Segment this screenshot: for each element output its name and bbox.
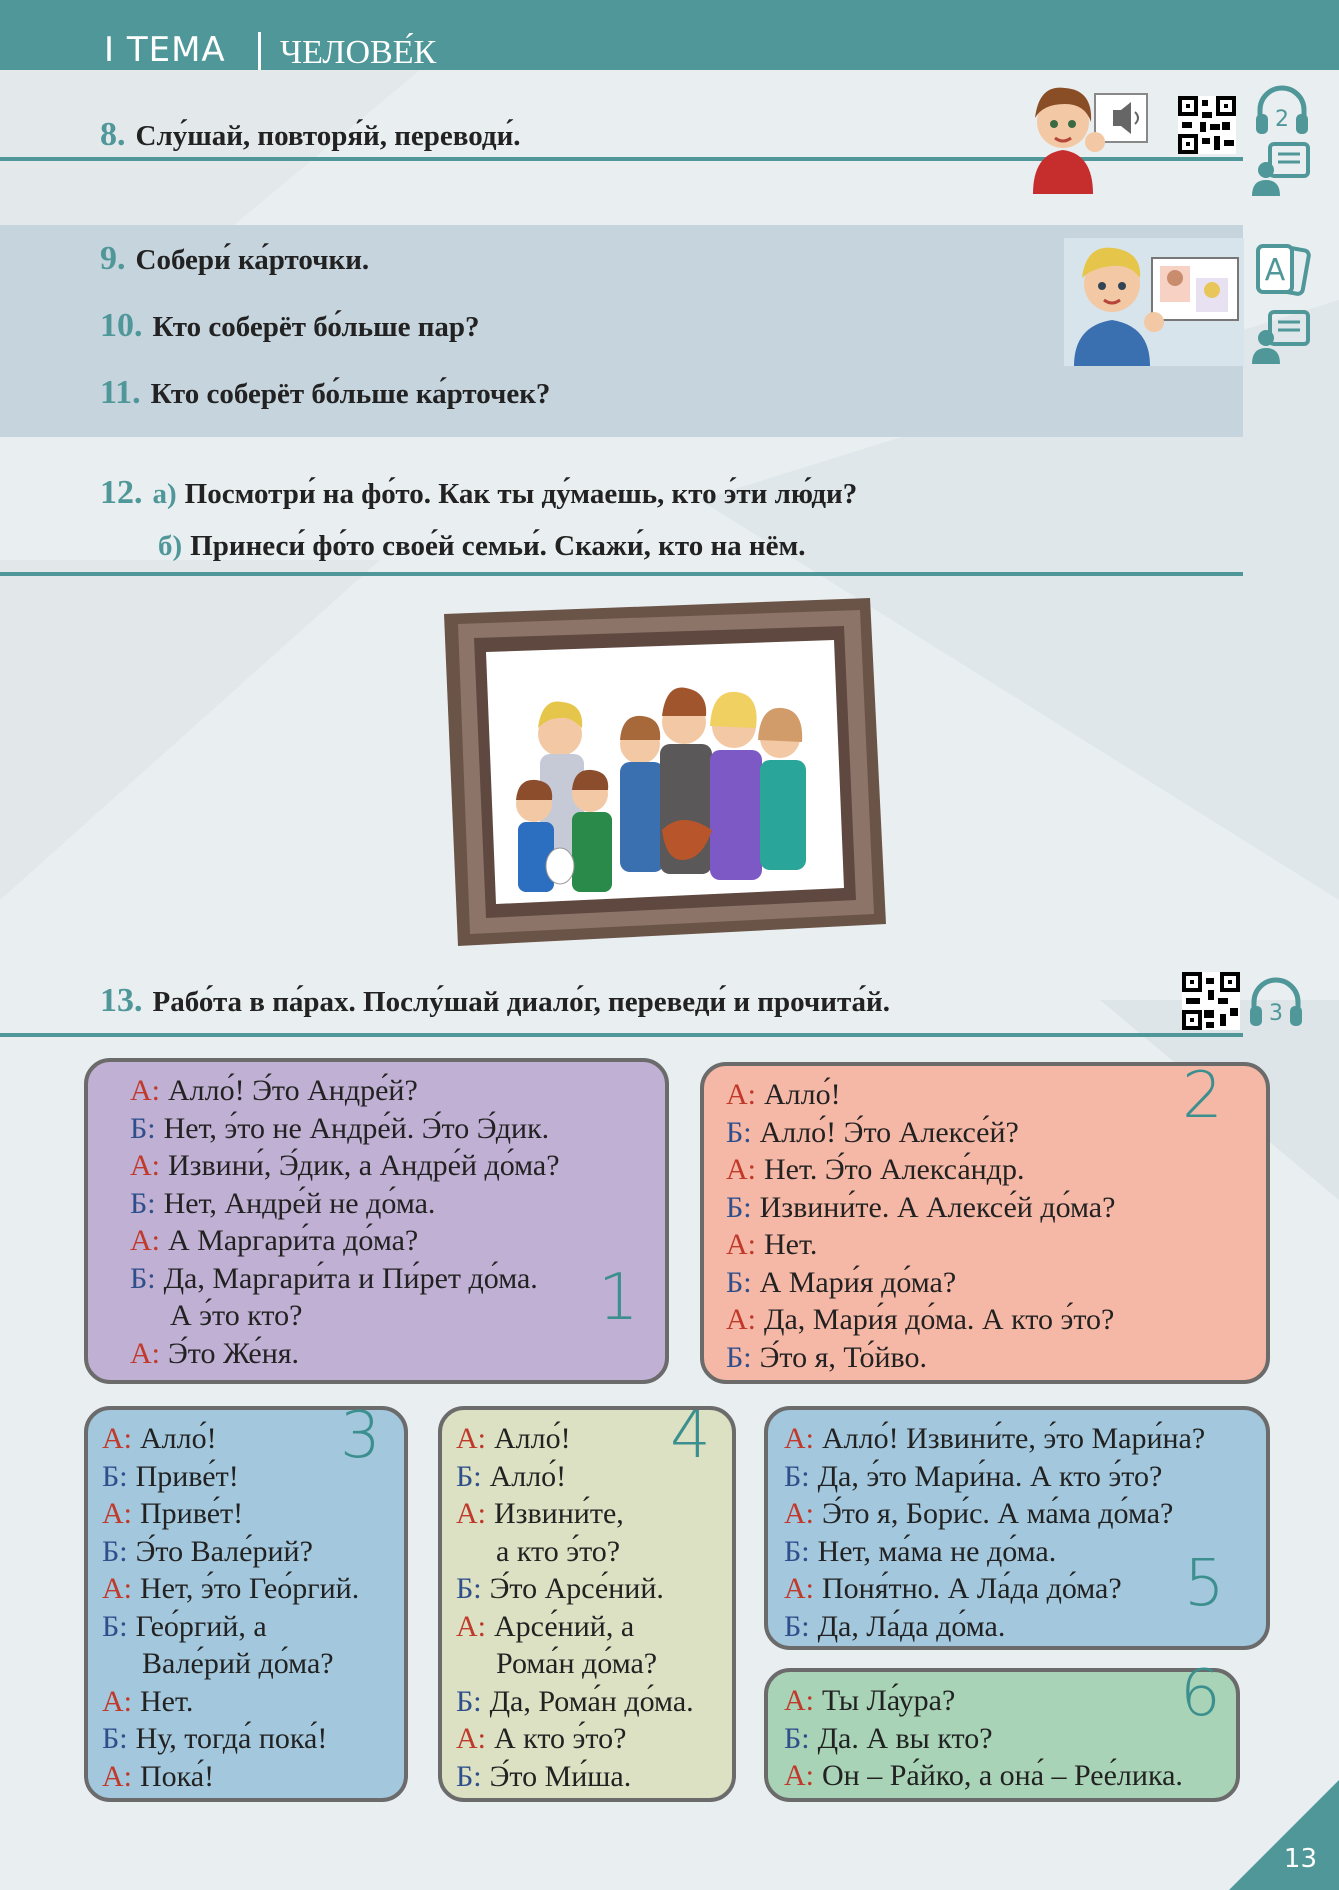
dialog-text: Э́то Же́ня. — [168, 1336, 300, 1370]
dialog-text: Алло́! — [764, 1078, 841, 1111]
speaker-label: А: — [102, 1422, 132, 1455]
dialog-line — [726, 1151, 1266, 1189]
speaker-label: А: — [102, 1572, 132, 1605]
dialog-text: Приве́т! — [140, 1497, 244, 1530]
dialog-line — [130, 1072, 665, 1110]
dialog-text: Поня́тно. А Ла́да до́ма? — [822, 1572, 1122, 1605]
dialog-line — [130, 1110, 665, 1148]
svg-text:A: A — [1264, 253, 1286, 288]
speaker-label: А: — [102, 1759, 132, 1793]
task-text: Кто соберёт бо́льше ка́рточек? — [150, 378, 551, 410]
dialog-line — [726, 1189, 1266, 1227]
speaker-label: А: — [784, 1422, 814, 1455]
dialog-line — [784, 1495, 1266, 1533]
dialog-line — [456, 1533, 732, 1571]
dialog-line — [130, 1147, 665, 1185]
speaker-label: А: — [456, 1609, 486, 1643]
dialog-line — [130, 1222, 665, 1260]
task-13 — [100, 982, 890, 1020]
dialog-card-2 — [700, 1059, 1270, 1384]
speaker-label: Б: — [456, 1572, 482, 1605]
dialog-line — [130, 1335, 665, 1373]
dialog-card-3 — [84, 1399, 408, 1802]
dialog-line — [456, 1570, 732, 1608]
task-text: Кто соберёт бо́льше пар? — [152, 311, 480, 343]
speaker-label: А: — [726, 1078, 756, 1111]
speaker-label: Б: — [130, 1111, 156, 1145]
dialog-line — [456, 1683, 732, 1721]
speaker-label: А: — [456, 1722, 486, 1755]
dialog-line — [726, 1264, 1266, 1302]
dialog-line — [102, 1533, 404, 1571]
speaker-label: Б: — [456, 1459, 482, 1493]
dialog-line — [784, 1420, 1266, 1458]
speaker-label: Б: — [102, 1722, 128, 1755]
divider-line — [0, 572, 1243, 576]
subtask-label: б) — [158, 530, 183, 562]
dialog-text: Да, Рома́н до́ма. — [489, 1684, 694, 1718]
dialog-line — [784, 1458, 1266, 1496]
dialog-number: 3 — [340, 1399, 381, 1473]
dialog-text: Алло́! Э́то Алексе́й? — [759, 1115, 1019, 1149]
task-11 — [100, 374, 550, 412]
dialog-text: Гео́ргий, а — [135, 1609, 267, 1643]
dialog-text: Э́то я, Бори́с. А ма́ма до́ма? — [822, 1497, 1174, 1530]
dialog-text: Нет, Андре́й не до́ма. — [163, 1186, 436, 1220]
dialog-text: а кто э́то? — [496, 1534, 621, 1568]
dialog-line — [102, 1758, 404, 1796]
task-text: Рабо́та в па́рах. Послу́шай диало́г, переведи́ и прочита́й. — [152, 986, 891, 1018]
dialog-line — [784, 1720, 1236, 1758]
dialog-line — [456, 1720, 732, 1758]
speaker-label: Б: — [102, 1534, 128, 1568]
speaker-label: Б: — [102, 1609, 128, 1643]
task-12a — [100, 474, 857, 512]
cards-icon — [1254, 242, 1312, 300]
speaker-label: А: — [784, 1684, 814, 1717]
group-work-icon — [1252, 308, 1312, 366]
girl-listening-illustration — [1025, 82, 1155, 194]
task-8 — [100, 116, 521, 154]
dialog-text: Приве́т! — [135, 1459, 239, 1493]
dialog-line — [102, 1683, 404, 1721]
speaker-label: Б: — [726, 1340, 752, 1374]
dialog-text: Нет, ма́ма не до́ма. — [817, 1534, 1057, 1568]
dialog-line — [726, 1301, 1266, 1339]
dialog-text: Нет, э́то Гео́ргий. — [140, 1572, 360, 1605]
qr-code-icon[interactable] — [1182, 972, 1240, 1030]
task-number: 8. — [100, 116, 126, 153]
header-divider — [258, 32, 261, 70]
dialog-text: Э́то Вале́рий? — [135, 1534, 313, 1568]
dialog-text: Арсе́ний, а — [494, 1609, 635, 1643]
speaker-label: А: — [784, 1572, 814, 1605]
dialog-card-6 — [764, 1657, 1240, 1802]
task-number: 13. — [100, 982, 143, 1019]
dialog-text: Извини́те, — [494, 1497, 624, 1530]
speaker-label: Б: — [784, 1459, 810, 1493]
speaker-label: Б: — [456, 1759, 482, 1793]
task-text: Слу́шай, повторя́й, переводи́. — [135, 120, 521, 152]
dialog-text: Ну, тогда́ пока́! — [135, 1722, 328, 1755]
header-bar — [0, 0, 1339, 70]
dialog-text: Э́то я, То́йво. — [759, 1340, 927, 1374]
speaker-label: А: — [130, 1074, 160, 1107]
dialog-text: Нет. — [764, 1228, 818, 1261]
dialog-text: Пока́! — [140, 1759, 215, 1793]
chapter-title: ЧЕЛОВЕ́К — [280, 34, 437, 71]
task-9 — [100, 240, 369, 278]
speaker-label: А: — [784, 1497, 814, 1530]
dialog-line — [784, 1682, 1236, 1720]
speaker-label: Б: — [102, 1459, 128, 1493]
dialog-number: 5 — [1184, 1547, 1225, 1621]
task-12b — [158, 530, 806, 563]
dialog-text: Он – Ра́йко, а она́ – Рее́лика. — [822, 1759, 1183, 1792]
dialog-text: Ты Ла́ура? — [822, 1684, 956, 1717]
dialog-text: Э́то Арсе́ний. — [489, 1572, 664, 1605]
speaker-label: А: — [726, 1303, 756, 1336]
dialog-line — [456, 1645, 732, 1683]
dialog-text: А Маргари́та до́ма? — [168, 1224, 419, 1257]
page-number: 13 — [1283, 1844, 1317, 1874]
task-number: 9. — [100, 240, 126, 277]
dialog-line — [102, 1645, 404, 1683]
dialog-text: Нет. — [140, 1684, 194, 1718]
dialog-line — [102, 1495, 404, 1533]
speaker-label: Б: — [726, 1265, 752, 1299]
dialog-card-5 — [764, 1406, 1270, 1650]
dialog-text: Э́то Ми́ша. — [489, 1759, 632, 1793]
speaker-label: А: — [456, 1497, 486, 1530]
speaker-label: А: — [130, 1224, 160, 1257]
dialog-number: 2 — [1182, 1059, 1223, 1133]
family-photo-illustration — [440, 594, 890, 950]
task-text: Посмотри́ на фо́то. Как ты ду́маешь, кто э́ти лю́ди? — [184, 478, 858, 510]
dialog-text: Алло́! — [489, 1459, 567, 1493]
speaker-label: А: — [102, 1497, 132, 1530]
speaker-label: Б: — [726, 1190, 752, 1224]
speaker-label: Б: — [784, 1609, 810, 1643]
subtask-label: а) — [152, 478, 177, 510]
speaker-label: Б: — [130, 1261, 156, 1295]
dialog-number: 4 — [670, 1399, 711, 1473]
dialog-line — [130, 1260, 665, 1298]
task-text: Собери́ ка́рточки. — [135, 244, 370, 276]
speaker-label: А: — [726, 1153, 756, 1186]
dialog-text: Алло́! — [494, 1422, 571, 1455]
dialog-text: Нет, э́то не Андре́й. Э́то Э́дик. — [163, 1111, 550, 1145]
dialog-text: Да, Ла́да до́ма. — [817, 1609, 1006, 1643]
dialog-text: Вале́рий до́ма? — [142, 1647, 334, 1680]
dialog-line — [784, 1757, 1236, 1795]
dialog-text: Да, э́то Мари́на. А кто э́то? — [817, 1459, 1163, 1493]
dialog-text: Алло́! Э́то Андре́й? — [168, 1074, 418, 1107]
qr-code-icon[interactable] — [1178, 96, 1236, 154]
speaker-label: Б: — [456, 1684, 482, 1718]
dialog-line — [456, 1495, 732, 1533]
dialog-line — [726, 1226, 1266, 1264]
dialog-line — [102, 1720, 404, 1758]
dialog-text: А Мари́я до́ма? — [759, 1265, 957, 1299]
dialog-line — [726, 1339, 1266, 1377]
task-number: 12. — [100, 474, 143, 511]
dialog-card-4 — [438, 1399, 736, 1802]
dialog-text: А э́то кто? — [170, 1299, 303, 1332]
dialog-number: 6 — [1180, 1657, 1221, 1731]
task-text: Принеси́ фо́то свое́й семьи́. Скажи́, кто на нём. — [190, 530, 806, 562]
dialog-text: Да. А вы кто? — [817, 1721, 993, 1755]
theme-label: I ТЕМА — [104, 30, 226, 70]
dialog-text: Да, Маргари́та и Пи́рет до́ма. — [163, 1261, 538, 1295]
speaker-label: Б: — [784, 1721, 810, 1755]
dialog-line — [102, 1608, 404, 1646]
headphones-icon[interactable] — [1252, 80, 1312, 140]
speaker-label: А: — [726, 1228, 756, 1261]
dialog-line — [130, 1297, 665, 1335]
group-work-icon — [1252, 140, 1312, 198]
speaker-label: А: — [102, 1684, 132, 1718]
dialog-line — [102, 1570, 404, 1608]
task-number: 10. — [100, 307, 143, 344]
audio-track-number: 3 — [1269, 1001, 1283, 1026]
dialog-text: Нет. Э́то Алекса́ндр. — [764, 1153, 1025, 1186]
dialog-card-1 — [84, 1058, 669, 1384]
dialog-text: Алло́! Извини́те, э́то Мари́на? — [822, 1422, 1206, 1455]
speaker-label: Б: — [784, 1534, 810, 1568]
headphones-icon[interactable] — [1246, 972, 1306, 1032]
speaker-label: Б: — [130, 1186, 156, 1220]
task-10 — [100, 307, 480, 345]
dialog-line — [456, 1758, 732, 1796]
dialog-line — [130, 1185, 665, 1223]
speaker-label: Б: — [726, 1115, 752, 1149]
dialog-text: А кто э́то? — [494, 1722, 627, 1755]
speaker-label: А: — [784, 1759, 814, 1792]
dialog-number: 1 — [598, 1261, 639, 1335]
dialog-text: Алло́! — [140, 1422, 217, 1455]
dialog-text: Извини́, Э́дик, а Андре́й до́ма? — [168, 1149, 560, 1182]
divider-line — [0, 1033, 1243, 1037]
speaker-label: А: — [456, 1422, 486, 1455]
speaker-label: А: — [130, 1149, 160, 1182]
dialog-text: Рома́н до́ма? — [496, 1647, 658, 1680]
dialog-text: Извини́те. А Алексе́й до́ма? — [759, 1190, 1116, 1224]
task-number: 11. — [100, 374, 141, 411]
speaker-label: А: — [130, 1336, 160, 1370]
dialog-text: Да, Мари́я до́ма. А кто э́то? — [764, 1303, 1115, 1336]
dialog-line — [456, 1608, 732, 1646]
audio-track-number: 2 — [1275, 107, 1289, 132]
boy-with-cards-illustration — [1064, 238, 1244, 366]
